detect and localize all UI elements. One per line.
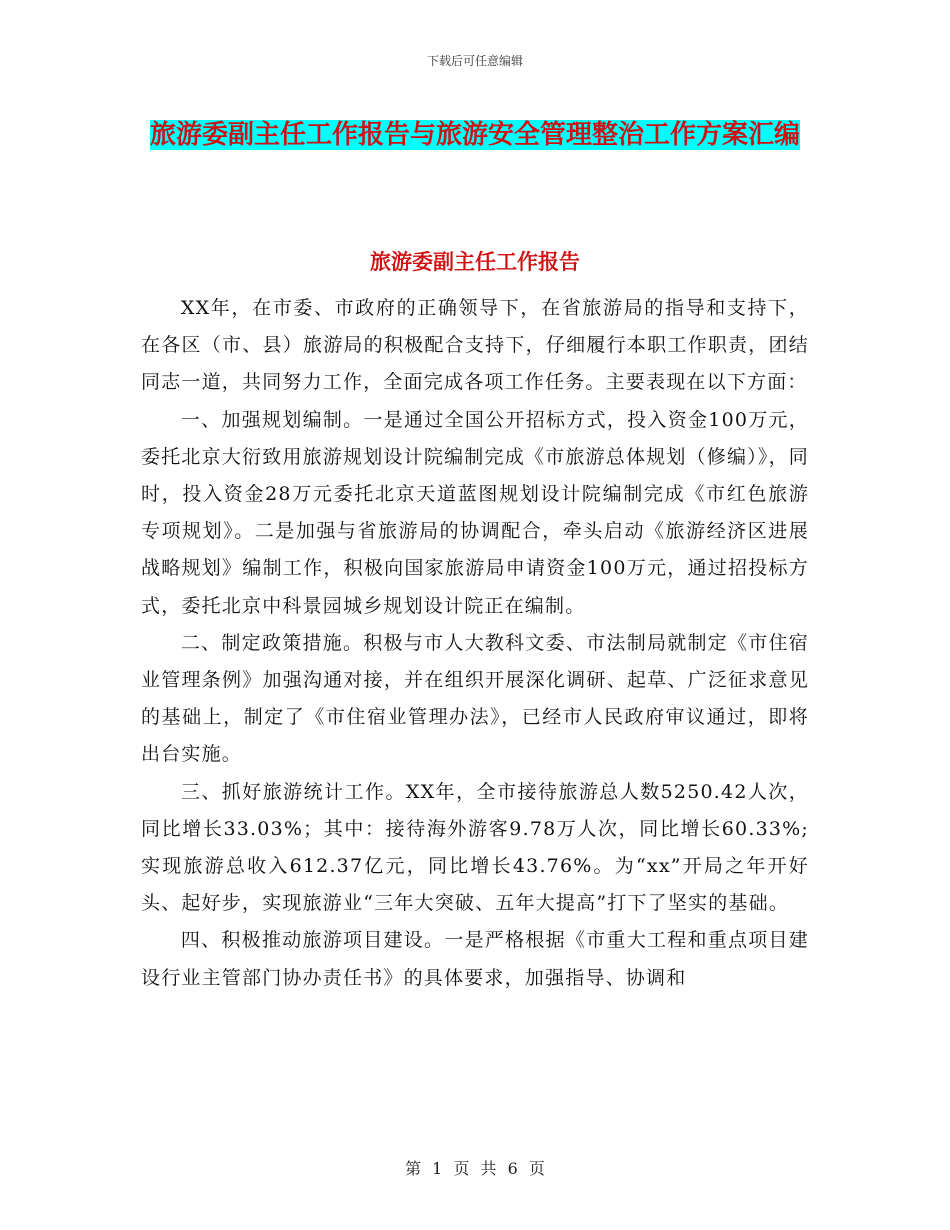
paragraph-statistics: 三、抓好旅游统计工作。XX年，全市接待旅游总人数5250.42人次，同比增长33.03%；其中：接待海外游客9.78万人次，同比增长60.33%;实现旅游总收入612.37亿元，同比增长43.76%。为“xx”开局之年开好头、起好步，实现旅游业“三年大突破、五年大提高”打下了坚实的基础。 [141,780,809,915]
main-title-highlight: 旅游委副主任工作报告与旅游安全管理整治工作方案汇编 [149,120,800,150]
paragraph-intro: XX年，在市委、市政府的正确领导下，在省旅游局的指导和支持下，在各区（市、县）旅游局的积极配合支持下，仔细履行本职工作职责，团结同志一道，共同努力工作，全面完成各项工作任务。主要表现在以下方面： [141,297,809,394]
document-body [141,290,809,997]
section-title: 旅游委副主任工作报告 [370,249,580,274]
header-note: 下载后可任意编辑 [426,54,523,68]
paragraph-planning: 一、加强规划编制。一是通过全国公开招标方式，投入资金100万元，委托北京大衍致用旅游规划设计院编制完成《市旅游总体规划（修编）》，同时，投入资金28万元委托北京天道蓝图规划设计院编制完成《市红色旅游专项规划》。二是加强与省旅游局的协调配合，牵头启动《旅游经济区进展战略规划》编制工作，积极向国家旅游局申请资金100万元，通过招投标方式，委托北京中科景园城乡规划设计院正在编制。 [141,408,809,617]
page-footer: 第 1 页 共 6 页 [405,1159,545,1178]
paragraph-policy: 二、制定政策措施。积极与市人大教科文委、市法制局就制定《市住宿业管理条例》加强沟通对接，并在组织开展深化调研、起草、广泛征求意见的基础上，制定了《市住宿业管理办法》，已经市人民政府审议通过，即将出台实施。 [141,631,809,766]
paragraph-projects: 四、积极推动旅游项目建设。一是严格根据《市重大工程和重点项目建设行业主管部门协办责任书》的具体要求，加强指导、协调和 [141,929,809,989]
document-main-title [140,110,810,160]
